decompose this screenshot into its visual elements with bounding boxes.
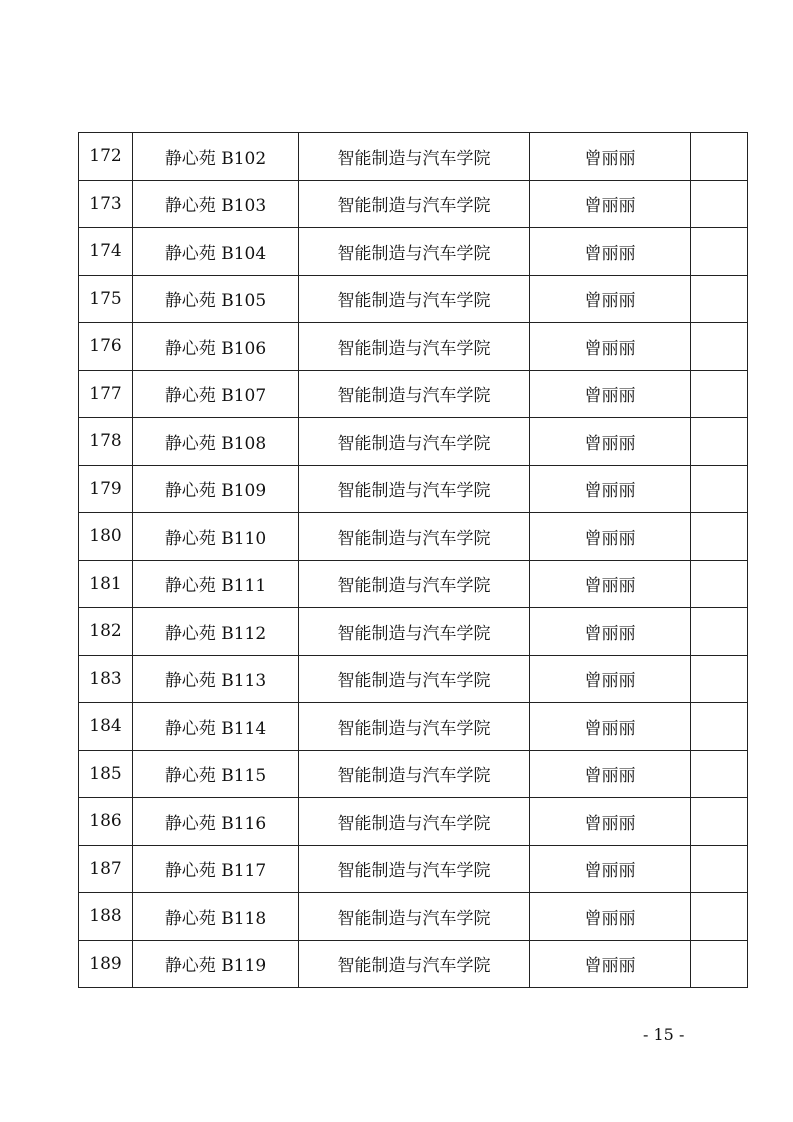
table-row <box>79 893 748 941</box>
room-cell: 静心苑 B102 <box>133 133 299 181</box>
person-cell: 曾丽丽 <box>530 370 691 418</box>
note-cell <box>691 180 748 228</box>
row-number-cell: 174 <box>79 228 133 276</box>
college-cell: 智能制造与汽车学院 <box>299 893 530 941</box>
table-row <box>79 560 748 608</box>
room-cell: 静心苑 B118 <box>133 893 299 941</box>
page-number: - 15 - <box>643 1025 685 1044</box>
note-cell <box>691 703 748 751</box>
note-cell <box>691 940 748 988</box>
note-cell <box>691 845 748 893</box>
table-row <box>79 798 748 846</box>
room-cell: 静心苑 B105 <box>133 275 299 323</box>
row-number-cell: 179 <box>79 465 133 513</box>
note-cell <box>691 228 748 276</box>
row-number-cell: 178 <box>79 418 133 466</box>
note-cell <box>691 465 748 513</box>
note-cell <box>691 750 748 798</box>
room-cell: 静心苑 B113 <box>133 655 299 703</box>
table-row <box>79 370 748 418</box>
row-number-cell: 189 <box>79 940 133 988</box>
college-cell: 智能制造与汽车学院 <box>299 465 530 513</box>
room-cell: 静心苑 B116 <box>133 798 299 846</box>
room-cell: 静心苑 B110 <box>133 513 299 561</box>
college-cell: 智能制造与汽车学院 <box>299 703 530 751</box>
room-cell: 静心苑 B111 <box>133 560 299 608</box>
table-row <box>79 275 748 323</box>
note-cell <box>691 560 748 608</box>
college-cell: 智能制造与汽车学院 <box>299 180 530 228</box>
person-cell: 曾丽丽 <box>530 228 691 276</box>
person-cell: 曾丽丽 <box>530 465 691 513</box>
person-cell: 曾丽丽 <box>530 180 691 228</box>
person-cell: 曾丽丽 <box>530 560 691 608</box>
row-number-cell: 173 <box>79 180 133 228</box>
note-cell <box>691 655 748 703</box>
row-number-cell: 187 <box>79 845 133 893</box>
table-row <box>79 845 748 893</box>
room-cell: 静心苑 B114 <box>133 703 299 751</box>
room-cell: 静心苑 B115 <box>133 750 299 798</box>
note-cell <box>691 608 748 656</box>
row-number-cell: 180 <box>79 513 133 561</box>
row-number-cell: 177 <box>79 370 133 418</box>
room-cell: 静心苑 B109 <box>133 465 299 513</box>
table-row <box>79 703 748 751</box>
table-body <box>79 133 748 988</box>
note-cell <box>691 323 748 371</box>
table-row <box>79 180 748 228</box>
person-cell: 曾丽丽 <box>530 703 691 751</box>
college-cell: 智能制造与汽车学院 <box>299 323 530 371</box>
college-cell: 智能制造与汽车学院 <box>299 275 530 323</box>
room-cell: 静心苑 B106 <box>133 323 299 371</box>
person-cell: 曾丽丽 <box>530 940 691 988</box>
college-cell: 智能制造与汽车学院 <box>299 513 530 561</box>
person-cell: 曾丽丽 <box>530 608 691 656</box>
room-cell: 静心苑 B103 <box>133 180 299 228</box>
college-cell: 智能制造与汽车学院 <box>299 133 530 181</box>
dormitory-table <box>78 132 748 988</box>
college-cell: 智能制造与汽车学院 <box>299 418 530 466</box>
college-cell: 智能制造与汽车学院 <box>299 560 530 608</box>
row-number-cell: 183 <box>79 655 133 703</box>
college-cell: 智能制造与汽车学院 <box>299 608 530 656</box>
note-cell <box>691 133 748 181</box>
person-cell: 曾丽丽 <box>530 655 691 703</box>
note-cell <box>691 418 748 466</box>
note-cell <box>691 275 748 323</box>
college-cell: 智能制造与汽车学院 <box>299 750 530 798</box>
table-row <box>79 608 748 656</box>
row-number-cell: 175 <box>79 275 133 323</box>
college-cell: 智能制造与汽车学院 <box>299 845 530 893</box>
person-cell: 曾丽丽 <box>530 798 691 846</box>
row-number-cell: 184 <box>79 703 133 751</box>
person-cell: 曾丽丽 <box>530 323 691 371</box>
room-cell: 静心苑 B117 <box>133 845 299 893</box>
table-row <box>79 228 748 276</box>
table-row <box>79 133 748 181</box>
person-cell: 曾丽丽 <box>530 845 691 893</box>
table-row <box>79 655 748 703</box>
row-number-cell: 188 <box>79 893 133 941</box>
college-cell: 智能制造与汽车学院 <box>299 655 530 703</box>
table-row <box>79 750 748 798</box>
person-cell: 曾丽丽 <box>530 750 691 798</box>
room-cell: 静心苑 B112 <box>133 608 299 656</box>
person-cell: 曾丽丽 <box>530 275 691 323</box>
room-cell: 静心苑 B108 <box>133 418 299 466</box>
row-number-cell: 176 <box>79 323 133 371</box>
college-cell: 智能制造与汽车学院 <box>299 940 530 988</box>
note-cell <box>691 370 748 418</box>
row-number-cell: 182 <box>79 608 133 656</box>
note-cell <box>691 513 748 561</box>
table-row <box>79 940 748 988</box>
room-cell: 静心苑 B104 <box>133 228 299 276</box>
college-cell: 智能制造与汽车学院 <box>299 798 530 846</box>
college-cell: 智能制造与汽车学院 <box>299 370 530 418</box>
person-cell: 曾丽丽 <box>530 133 691 181</box>
person-cell: 曾丽丽 <box>530 893 691 941</box>
table-row <box>79 323 748 371</box>
note-cell <box>691 798 748 846</box>
person-cell: 曾丽丽 <box>530 418 691 466</box>
college-cell: 智能制造与汽车学院 <box>299 228 530 276</box>
row-number-cell: 186 <box>79 798 133 846</box>
row-number-cell: 181 <box>79 560 133 608</box>
row-number-cell: 185 <box>79 750 133 798</box>
table-row <box>79 513 748 561</box>
note-cell <box>691 893 748 941</box>
table-row <box>79 465 748 513</box>
person-cell: 曾丽丽 <box>530 513 691 561</box>
room-cell: 静心苑 B107 <box>133 370 299 418</box>
room-cell: 静心苑 B119 <box>133 940 299 988</box>
row-number-cell: 172 <box>79 133 133 181</box>
table-row <box>79 418 748 466</box>
